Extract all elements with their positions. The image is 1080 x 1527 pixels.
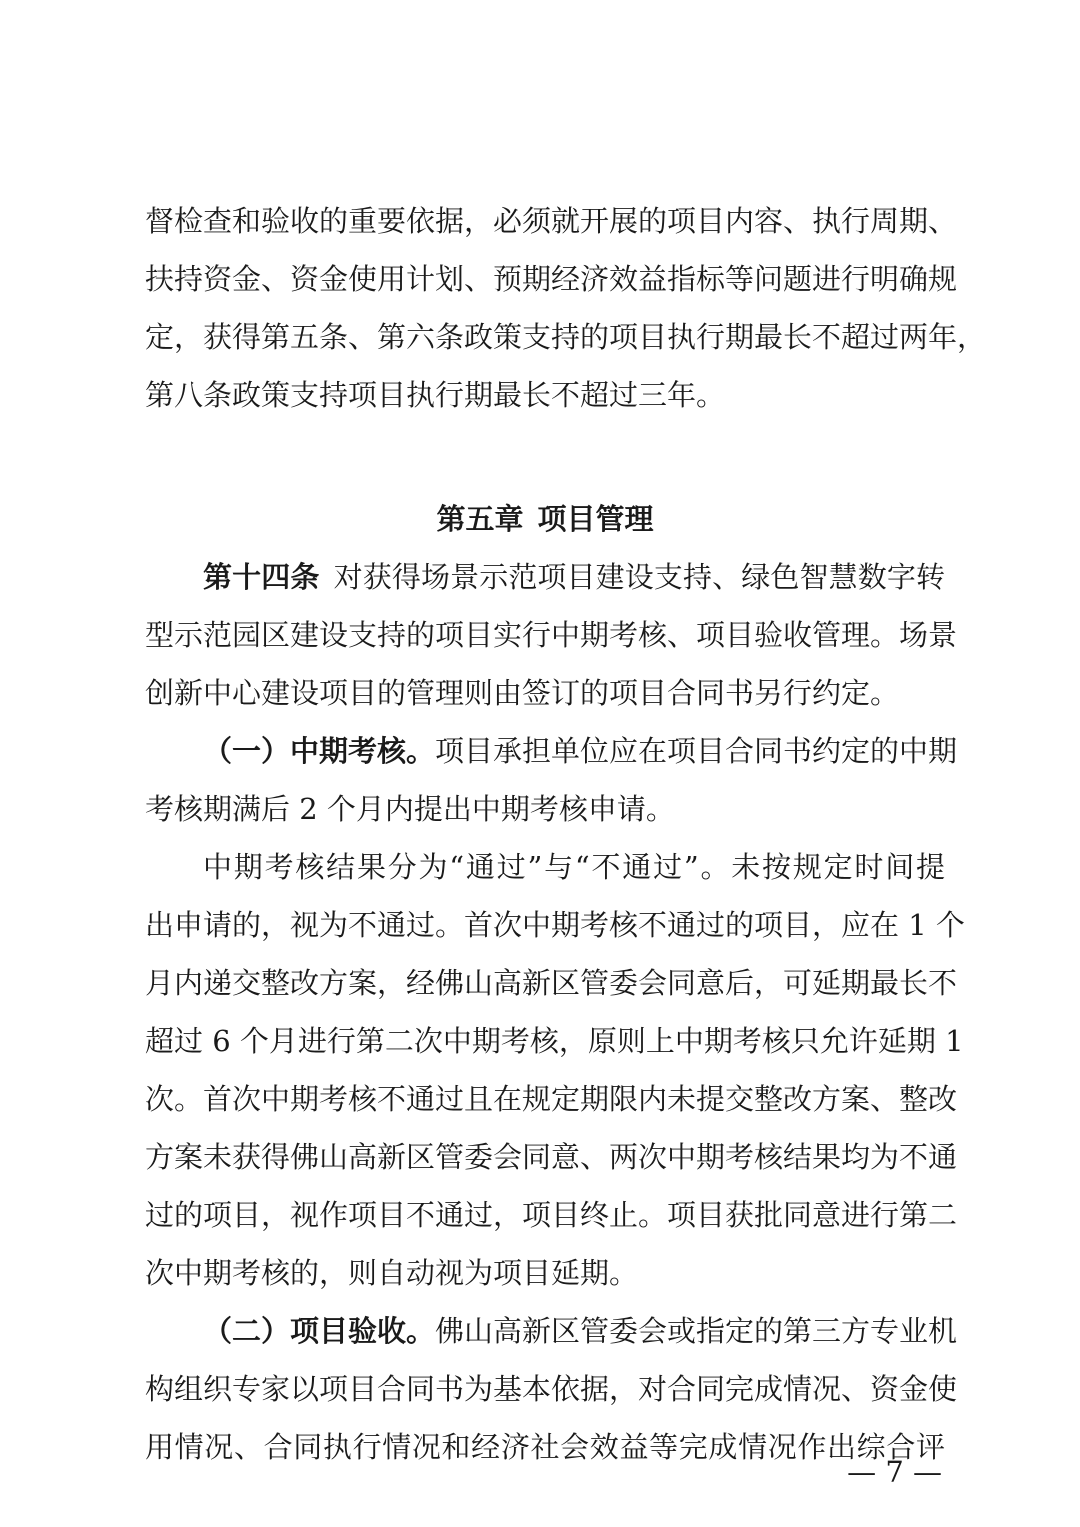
paragraph-line: 扶持资金、资金使用计划、预期经济效益指标等问题进行明确规 [145,262,958,296]
paragraph-line: 创新中心建设项目的管理则由签订的项目合同书另行约定。 [145,676,900,710]
paragraph-line: 出申请的，视为不通过。首次中期考核不通过的项目，应在 1 个 [145,908,965,942]
item-1-second-paragraph [145,838,965,1302]
paragraph-line: 次中期考核的，则自动视为项目延期。 [145,1256,639,1290]
paragraph-line: 用情况、合同执行情况和经济社会效益等完成情况作出综合评 [145,1430,945,1464]
item-1-paragraph [145,722,958,838]
paragraph-line: 考核期满后 2 个月内提出中期考核申请。 [145,792,675,826]
paragraph-line: 型示范园区建设支持的项目实行中期考核、项目验收管理。场景 [145,618,958,652]
paragraph-line: 定，获得第五条、第六条政策支持的项目执行期最长不超过两年， [145,320,987,354]
paragraph-line: 过的项目，视作项目不通过，项目终止。项目获批同意进行第二 [145,1198,958,1232]
continuation-paragraph [145,192,987,424]
document-body [145,192,987,1476]
paragraph-line: 次。首次中期考核不通过且在规定期限内未提交整改方案、整改 [145,1082,958,1116]
paragraph-first-line [145,722,958,780]
article-14-paragraph [145,548,958,722]
paragraph-line: 第八条政策支持项目执行期最长不超过三年。 [145,378,726,412]
item-2-paragraph [145,1302,958,1476]
paragraph-line: 方案未获得佛山高新区管委会同意、两次中期考核结果均为不通 [145,1140,958,1174]
article-heading: 第十四条 [203,560,320,594]
chapter-title: 项目管理 [537,502,654,536]
paragraph-text: 对获得场景示范项目建设支持、绿色智慧数字转 [333,560,945,594]
chapter-heading [145,490,945,548]
paragraph-line: 构组织专家以项目合同书为基本依据，对合同完成情况、资金使 [145,1372,958,1406]
paragraph-text: 项目承担单位应在项目合同书约定的中期 [435,734,958,768]
paragraph-line: 超过 6 个月进行第二次中期考核，原则上中期考核只允许延期 1 [145,1024,964,1058]
paragraph-first-line [145,548,945,606]
item-heading: （一）中期考核。 [203,734,436,768]
page-number: — 7 — [847,1455,942,1489]
paragraph-text: 佛山高新区管委会或指定的第三方专业机 [435,1314,958,1348]
chapter-number: 第五章 [436,502,524,536]
paragraph-line: 督检查和验收的重要依据，必须就开展的项目内容、执行周期、 [145,204,958,238]
paragraph-first-line: 中期考核结果分为“通过”与“不通过”。未按规定时间提 [203,850,945,884]
item-heading: （二）项目验收。 [203,1314,436,1348]
paragraph-line: 月内递交整改方案，经佛山高新区管委会同意后，可延期最长不 [145,966,958,1000]
paragraph-first-line [145,1302,958,1360]
